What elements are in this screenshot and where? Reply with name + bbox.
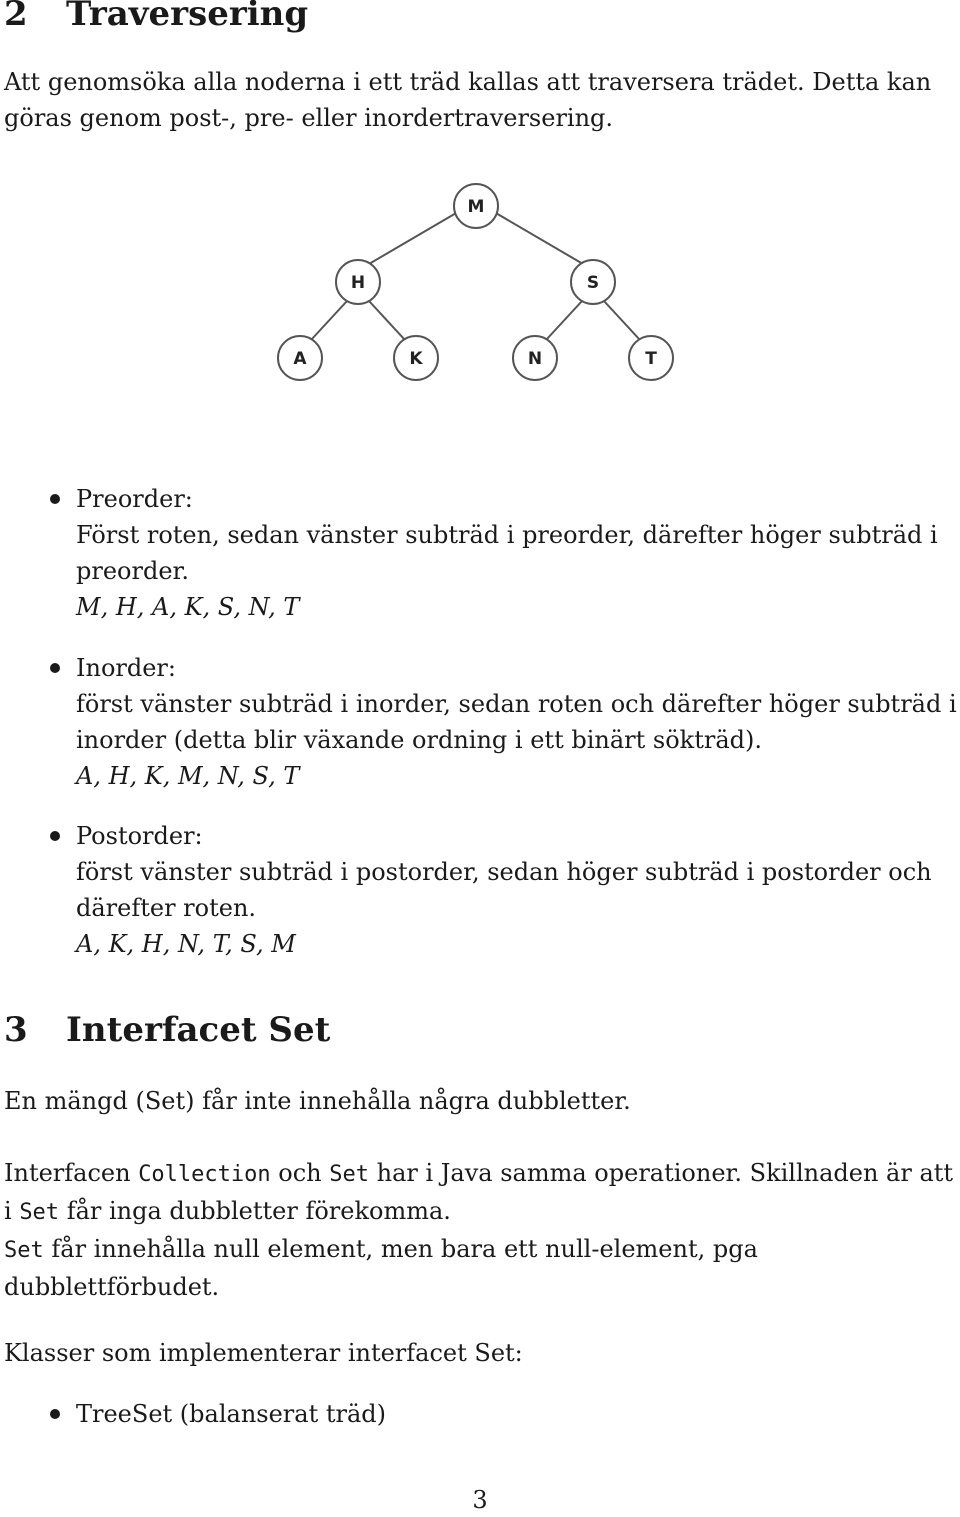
page-number: 3	[472, 1486, 488, 1514]
intro-text: Att genomsöka alla noderna i ett träd kallas att traversera trädet. Detta kan göras genom post-, pre- eller inordertraversering.	[4, 68, 932, 132]
tree-node-label: N	[527, 349, 543, 369]
tree-node-label: T	[645, 349, 657, 369]
traversal-preorder	[76, 481, 958, 625]
bullet-dot	[50, 663, 60, 673]
traversal-sequence: A, H, K, M, N, S, T	[76, 762, 300, 790]
text-run: får innehålla null element, men bara ett null-element, pga dubblettförbudet.	[4, 1235, 758, 1301]
paragraph-text: En mängd (Set) får inte innehålla några dubbletter.	[4, 1087, 631, 1115]
traversal-sequence: M, H, A, K, S, N, T	[76, 593, 300, 621]
set-paragraph-1	[4, 1083, 956, 1119]
text-run: och	[270, 1159, 330, 1187]
intro-paragraph	[4, 64, 956, 136]
edge-s-n	[546, 301, 582, 340]
code-collection: Collection	[138, 1162, 271, 1187]
paragraph-text	[4, 1231, 956, 1305]
section-number: 2	[4, 0, 28, 34]
class-list-item: TreeSet (balanserat träd)	[76, 1400, 387, 1428]
edge-h-a	[311, 301, 347, 340]
paragraph-text	[4, 1155, 956, 1231]
section-3-heading	[4, 1010, 330, 1050]
traversal-description: först vänster subträd i inorder, sedan roten och därefter höger subträd i inorder (detta blir växande ordning i ett binärt sökträd).	[76, 690, 957, 754]
traversal-inorder	[76, 650, 958, 794]
section-2-heading	[4, 0, 308, 34]
text-run: har i Java samma operationer. Skillnaden är att i	[4, 1159, 954, 1225]
section-title: Traversering	[66, 0, 309, 34]
paragraph-text: Klasser som implementerar interfacet Set:	[4, 1339, 523, 1367]
edge-m-s	[489, 209, 583, 264]
text-run: får inga dubbletter förekomma.	[59, 1197, 451, 1225]
edge-s-t	[604, 301, 640, 340]
traversal-heading: Preorder:	[76, 485, 193, 513]
bullet-dot	[50, 1409, 60, 1419]
tree-node-label: M	[467, 197, 485, 217]
edge-h-k	[369, 301, 405, 340]
traversal-heading: Postorder:	[76, 822, 203, 850]
binary-tree-diagram	[270, 178, 690, 388]
code-set: Set	[329, 1162, 369, 1187]
traversal-postorder	[76, 818, 958, 962]
set-paragraph-2	[4, 1155, 956, 1305]
traversal-description: Först roten, sedan vänster subträd i preorder, därefter höger subträd i preorder.	[76, 521, 938, 585]
code-set: Set	[4, 1238, 44, 1263]
tree-node-label: K	[409, 349, 423, 369]
bullet-dot	[50, 494, 60, 504]
edge-m-h	[369, 209, 463, 264]
bullet-dot	[50, 831, 60, 841]
tree-node-label: S	[586, 273, 600, 293]
section-number: 3	[4, 1010, 28, 1050]
traversal-sequence: A, K, H, N, T, S, M	[76, 930, 296, 958]
class-list	[76, 1396, 958, 1432]
text-run: Interfacen	[4, 1159, 139, 1187]
set-paragraph-4	[4, 1335, 956, 1371]
tree-node-label: A	[293, 349, 307, 369]
traversal-heading: Inorder:	[76, 654, 176, 682]
code-set: Set	[19, 1200, 60, 1225]
tree-node-label: H	[350, 273, 366, 293]
section-title: Interfacet Set	[66, 1010, 331, 1050]
traversal-description: först vänster subträd i postorder, sedan höger subträd i postorder och därefter roten.	[76, 858, 932, 922]
